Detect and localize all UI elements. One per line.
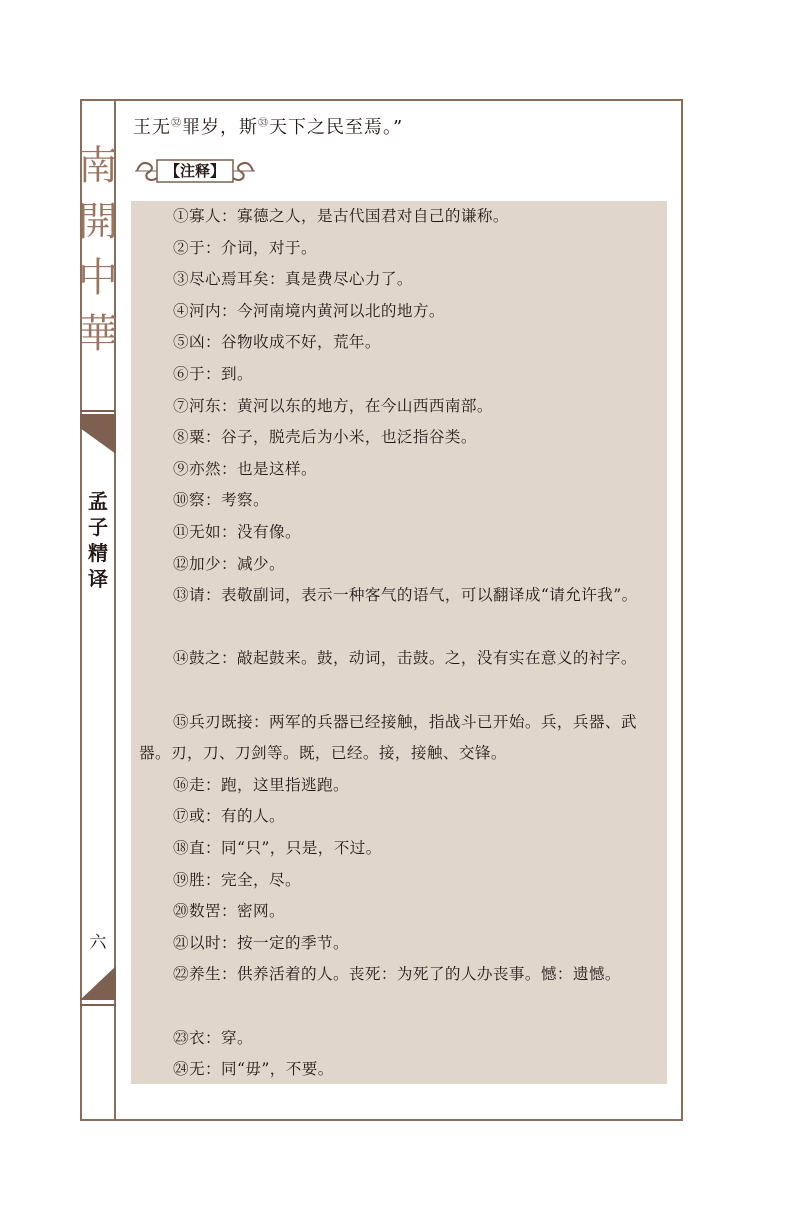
note-item: ⑳数罟：密网。: [173, 902, 285, 921]
sidebar-band-line: [80, 410, 116, 412]
intro-part: 罪岁，斯: [182, 117, 258, 138]
note-item: ⑬请：表敬副词，表示一种客气的语气，可以翻译成“请允许我”。: [173, 586, 638, 605]
note-item: ⑲胜：完全，尽。: [173, 870, 301, 889]
brand-char: 南: [78, 143, 118, 189]
note-item: ⑱直：同“只”，只是，不过。: [173, 839, 382, 857]
notes-header-label: 【注释】: [164, 162, 225, 180]
note-item: ⑩察：考察。: [173, 491, 269, 510]
note-item: ⑧粟：谷子，脱壳后为小米，也泛指谷类。: [173, 428, 477, 447]
note-item: ②于：介词，对于。: [173, 238, 317, 257]
brand-char: 開: [78, 199, 118, 245]
note-item: ㉒养生：供养活着的人。丧死：为死了的人办丧事。憾：遗憾。: [173, 965, 621, 984]
brand-logo: [78, 140, 118, 360]
note-item: ⑭鼓之：敲起鼓来。鼓，动词，击鼓。之，没有实在意义的衬字。: [173, 649, 637, 668]
intro-part: 王无: [133, 117, 171, 138]
footnote-ref: ㉝: [258, 118, 269, 129]
notes-header-ornament: [133, 156, 257, 186]
title-char: 精: [88, 541, 108, 565]
footnote-ref: ㉜: [171, 118, 182, 129]
intro-part: 天下之民至焉。”: [269, 117, 404, 138]
sidebar-band-top: [80, 414, 116, 454]
note-item: ③尽心焉耳矣：真是费尽心力了。: [173, 270, 413, 289]
brand-char: 華: [78, 311, 118, 357]
note-item: ㉓衣：穿。: [173, 1028, 253, 1047]
note-item: ⑥于：到。: [173, 365, 253, 383]
intro-text: [133, 114, 403, 142]
note-item: ①寡人：寡德之人，是古代国君对自己的谦称。: [173, 207, 509, 225]
note-item: ④河内：今河南境内黄河以北的地方。: [173, 301, 445, 320]
note-item: ⑫加少：减少。: [173, 554, 285, 573]
note-item: ⑨亦然：也是这样。: [173, 459, 317, 478]
note-item: ⑰或：有的人。: [173, 807, 285, 826]
notes-panel: [131, 201, 667, 1084]
note-item: ㉔无：同“毋”，不要。: [173, 1060, 334, 1079]
note-item: ⑪无如：没有像。: [173, 523, 301, 541]
title-char: 子: [88, 515, 108, 539]
sidebar-band-bottom: [80, 960, 116, 1004]
page-number: 六: [89, 933, 107, 953]
brand-char: 中: [78, 255, 118, 301]
note-item: ⑯走：跑，这里指逃跑。: [173, 775, 349, 794]
note-item: ⑮兵刃既接：两军的兵器已经接触，指战斗已开始。兵，兵器、武器。刃，刀、刀剑等。既，已经。接，接触、交锋。: [139, 712, 637, 763]
title-char: 译: [88, 567, 108, 591]
note-item: ㉑以时：按一定的季节。: [173, 933, 349, 952]
note-item: ⑤凶：谷物收成不好，荒年。: [173, 333, 381, 352]
book-title-vertical: [84, 488, 112, 592]
note-item: ⑦河东：黄河以东的地方，在今山西西南部。: [173, 396, 493, 415]
title-char: 孟: [88, 489, 108, 513]
